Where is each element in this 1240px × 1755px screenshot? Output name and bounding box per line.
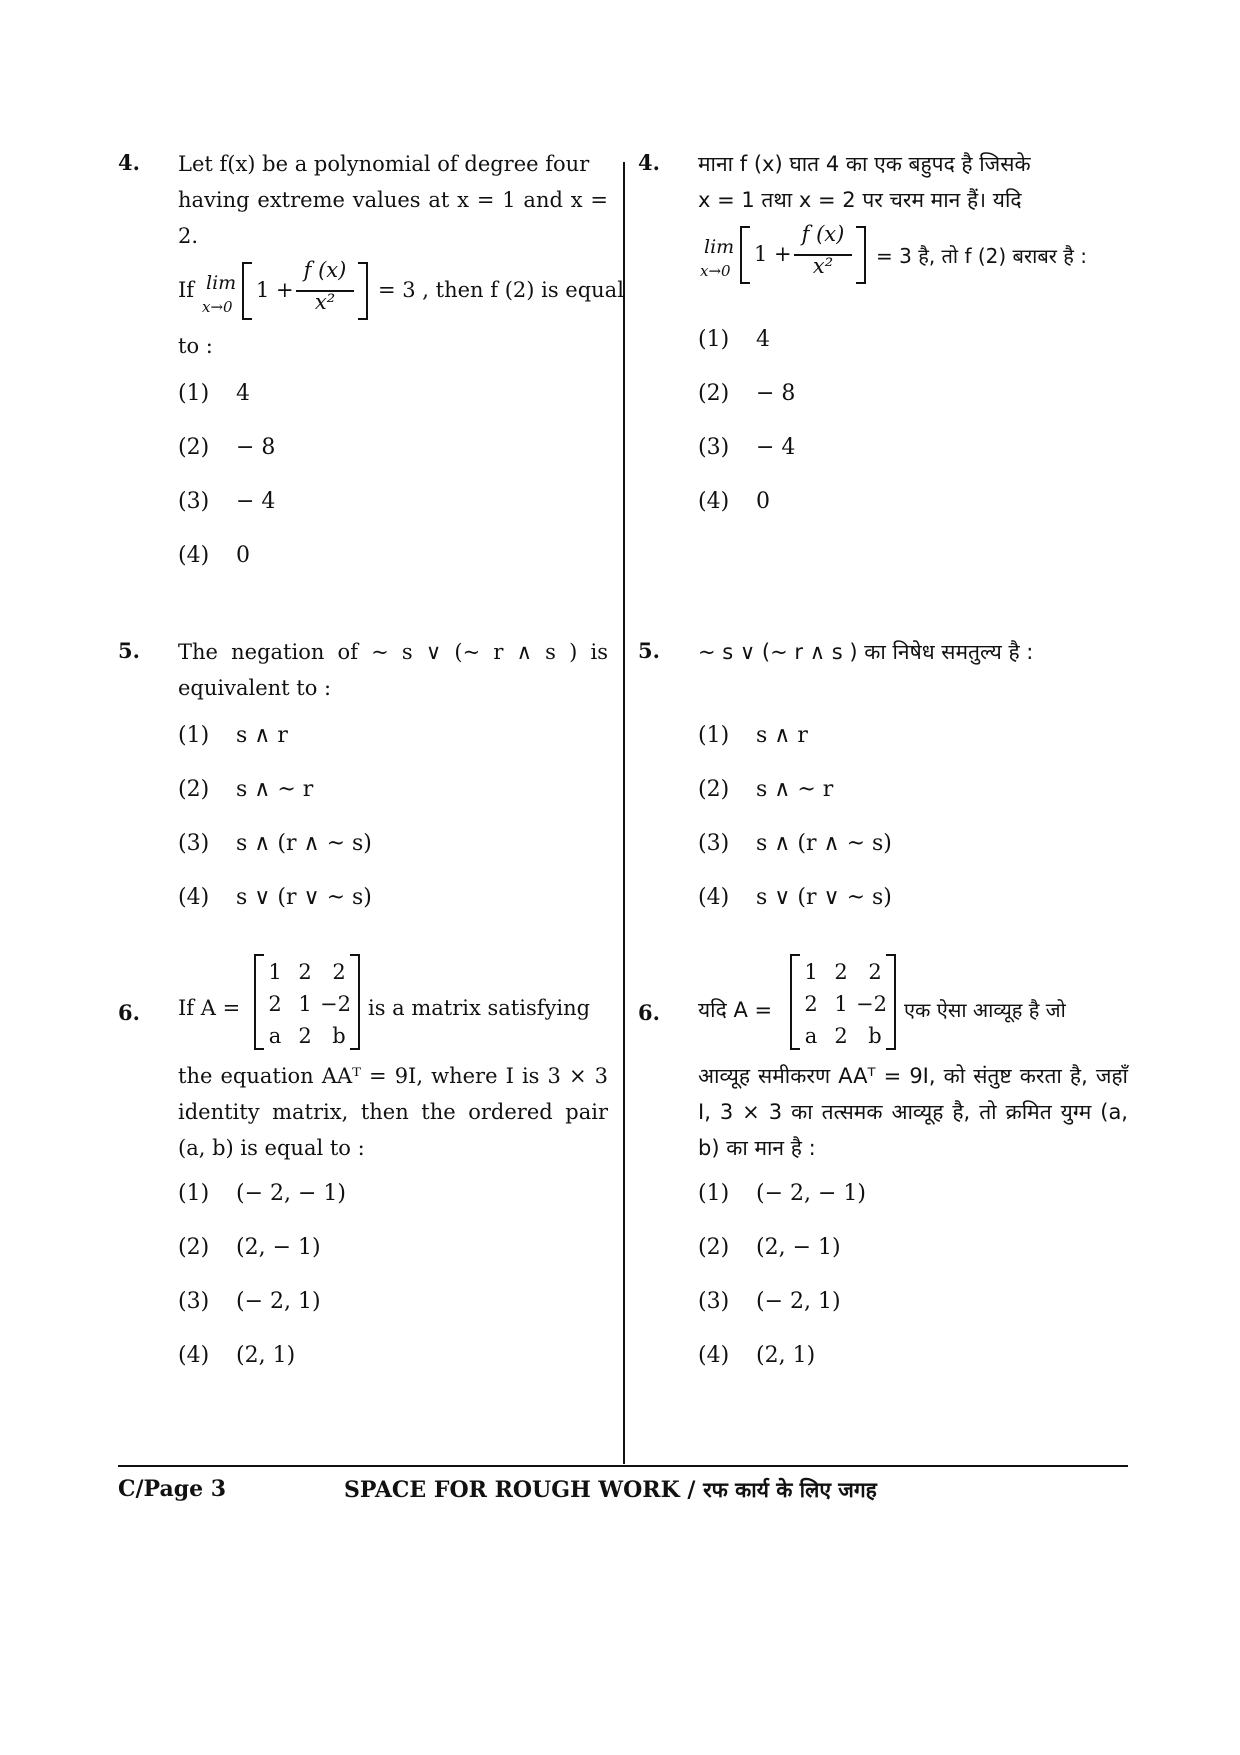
matrix-trailing-text: एक ऐसा आव्यूह है जो <box>904 998 1066 1022</box>
option-1 <box>178 718 608 754</box>
lim-subscript: x→0 <box>700 262 731 280</box>
question-stem-line1: माना f (x) घात 4 का एक बहुपद है जिसके <box>698 152 1031 176</box>
fraction-numerator: f (x) <box>303 258 347 282</box>
question-number: 5. <box>638 638 660 663</box>
matrix-a <box>790 954 896 1050</box>
option-number: (2) <box>698 381 730 406</box>
question-body <box>178 146 624 592</box>
option-1 <box>698 322 1128 358</box>
option-number: (3) <box>698 435 730 460</box>
option-value: − 4 <box>236 489 276 514</box>
option-number: (1) <box>178 723 210 748</box>
option-number: (2) <box>178 1235 210 1260</box>
option-3 <box>698 826 1128 862</box>
option-1 <box>178 376 608 412</box>
option-number: (4) <box>698 1343 730 1368</box>
matrix-cell: 1 <box>834 992 848 1016</box>
question-stem-line2: having extreme values at x = 1 and x = 2. <box>178 188 608 248</box>
option-number: (1) <box>698 1181 730 1206</box>
right-bracket <box>358 262 368 320</box>
option-number: (4) <box>698 489 730 514</box>
option-number: (2) <box>178 435 210 460</box>
question-number: 6. <box>118 1000 140 1025</box>
option-number: (2) <box>698 777 730 802</box>
option-value: s ∧ r <box>756 723 808 748</box>
matrix-cell: 2 <box>298 1024 312 1048</box>
matrix-trailing-text: is a matrix satisfying <box>368 996 591 1020</box>
option-3 <box>178 826 608 862</box>
matrix-cell: b <box>332 1024 346 1048</box>
option-value: s ∧ ~ r <box>236 777 314 802</box>
option-number: (3) <box>698 1289 730 1314</box>
question-stem-line1: Let f(x) be a polynomial of degree four <box>178 152 590 176</box>
option-value: 4 <box>756 327 770 352</box>
question-stem: The negation of ~ s ∨ (~ r ∧ s ) is equivalent to : <box>178 640 608 700</box>
option-value: s ∧ (r ∧ ~ s) <box>236 831 372 856</box>
option-number: (2) <box>698 1235 730 1260</box>
lim-result: = 3 , then f (2) is equal <box>378 278 624 302</box>
option-2 <box>698 772 1128 808</box>
option-value: (− 2, − 1) <box>756 1181 866 1206</box>
option-number: (3) <box>178 831 210 856</box>
question-number: 4. <box>638 150 660 175</box>
question-stem-tail: to : <box>178 334 213 358</box>
rough-work-hi: रफ कार्य के लिए जगह <box>703 1478 877 1502</box>
right-bracket <box>856 226 866 284</box>
option-value: (− 2, 1) <box>236 1289 321 1314</box>
fraction-numerator: f (x) <box>801 222 845 246</box>
option-1 <box>698 718 1128 754</box>
option-value: 0 <box>756 489 770 514</box>
matrix-cell: 2 <box>332 960 346 984</box>
rough-work-label <box>344 1476 877 1504</box>
question-body <box>178 634 608 934</box>
question-stem: आव्यूह समीकरण AAᵀ = 9I, को संतुष्ट करता है, जहाँ I, 3 × 3 का तत्समक आव्यूह है, तो क्रमित युग्म (a, b) का मान है : <box>698 1064 1128 1160</box>
rough-work-en: SPACE FOR ROUGH WORK / <box>344 1477 696 1503</box>
option-1 <box>178 1176 608 1212</box>
matrix-line <box>178 952 608 1056</box>
left-bracket <box>740 226 750 284</box>
matrix-cell: 1 <box>804 960 818 984</box>
option-4 <box>178 1338 608 1374</box>
question-body <box>178 952 608 1392</box>
option-value: 4 <box>236 381 250 406</box>
option-number: (4) <box>178 543 210 568</box>
page-label: C/Page 3 <box>118 1476 227 1502</box>
question-body <box>698 952 1128 1392</box>
matrix-cell: 2 <box>268 992 282 1016</box>
option-number: (1) <box>178 381 210 406</box>
option-value: − 8 <box>756 381 796 406</box>
matrix-line <box>698 952 1128 1056</box>
option-value: (2, 1) <box>756 1343 816 1368</box>
option-4 <box>698 484 1128 520</box>
fraction-denominator: x² <box>314 290 336 314</box>
matrix-cell: a <box>804 1024 818 1048</box>
option-4 <box>178 880 608 916</box>
option-value: s ∨ (r ∨ ~ s) <box>236 885 372 910</box>
option-number: (1) <box>698 327 730 352</box>
column-divider <box>623 162 625 1464</box>
matrix-cell: a <box>268 1024 282 1048</box>
option-number: (2) <box>178 777 210 802</box>
if-word: If <box>178 278 195 302</box>
option-number: (1) <box>698 723 730 748</box>
lim-open-term: 1 + <box>256 278 294 302</box>
if-a-label: If A = <box>178 996 241 1020</box>
limit-expression <box>698 224 1128 288</box>
question-body <box>698 146 1128 538</box>
option-value: s ∧ r <box>236 723 288 748</box>
option-number: (3) <box>698 831 730 856</box>
option-value: (2, − 1) <box>236 1235 321 1260</box>
option-2 <box>178 430 608 466</box>
option-1 <box>698 1176 1128 1212</box>
matrix-cell: 2 <box>804 992 818 1016</box>
question-stem: ~ s ∨ (~ r ∧ s ) का निषेध समतुल्य है : <box>698 640 1034 664</box>
matrix-cell: 2 <box>298 960 312 984</box>
matrix-cell: 2 <box>834 1024 848 1048</box>
option-value: 0 <box>236 543 250 568</box>
lim-word: lim <box>206 272 237 294</box>
option-value: − 8 <box>236 435 276 460</box>
lim-open-term: 1 + <box>754 242 792 266</box>
option-number: (3) <box>178 1289 210 1314</box>
option-value: s ∧ ~ r <box>756 777 834 802</box>
if-a-label: यदि A = <box>698 998 773 1022</box>
lim-subscript: x→0 <box>202 298 233 316</box>
option-value: − 4 <box>756 435 796 460</box>
matrix-cell: 2 <box>868 960 882 984</box>
option-4 <box>698 1338 1128 1374</box>
option-3 <box>698 1284 1128 1320</box>
limit-expression <box>178 258 624 324</box>
option-number: (4) <box>698 885 730 910</box>
option-value: (− 2, − 1) <box>236 1181 346 1206</box>
option-number: (1) <box>178 1181 210 1206</box>
option-number: (3) <box>178 489 210 514</box>
matrix-cell: 1 <box>268 960 282 984</box>
question-stem-line2: x = 1 तथा x = 2 पर चरम मान हैं। यदि <box>698 188 1022 212</box>
question-number: 6. <box>638 1000 660 1025</box>
option-2 <box>698 1230 1128 1266</box>
matrix-cell: b <box>868 1024 882 1048</box>
option-value: s ∨ (r ∨ ~ s) <box>756 885 892 910</box>
matrix-cell: 1 <box>298 992 312 1016</box>
lim-word: lim <box>704 236 735 258</box>
option-value: (2, − 1) <box>756 1235 841 1260</box>
question-stem: the equation AAᵀ = 9I, where I is 3 × 3 identity matrix, then the ordered pair (a, b) is equal to : <box>178 1064 608 1160</box>
option-number: (4) <box>178 885 210 910</box>
option-value: (2, 1) <box>236 1343 296 1368</box>
option-4 <box>698 880 1128 916</box>
matrix-a <box>254 954 360 1050</box>
footer-rule <box>118 1465 1128 1467</box>
option-value: (− 2, 1) <box>756 1289 841 1314</box>
option-3 <box>178 1284 608 1320</box>
option-4 <box>178 538 608 574</box>
option-number: (4) <box>178 1343 210 1368</box>
question-number: 5. <box>118 638 140 663</box>
matrix-cell: −2 <box>320 992 351 1016</box>
option-3 <box>178 484 608 520</box>
question-body <box>698 634 1128 934</box>
option-2 <box>178 772 608 808</box>
option-3 <box>698 430 1128 466</box>
left-bracket <box>242 262 252 320</box>
option-value: s ∧ (r ∧ ~ s) <box>756 831 892 856</box>
option-2 <box>178 1230 608 1266</box>
matrix-cell: −2 <box>856 992 887 1016</box>
lim-result: = 3 है, तो f (2) बराबर है : <box>876 244 1088 268</box>
question-number: 4. <box>118 150 140 175</box>
fraction-denominator: x² <box>812 254 834 278</box>
option-2 <box>698 376 1128 412</box>
matrix-cell: 2 <box>834 960 848 984</box>
